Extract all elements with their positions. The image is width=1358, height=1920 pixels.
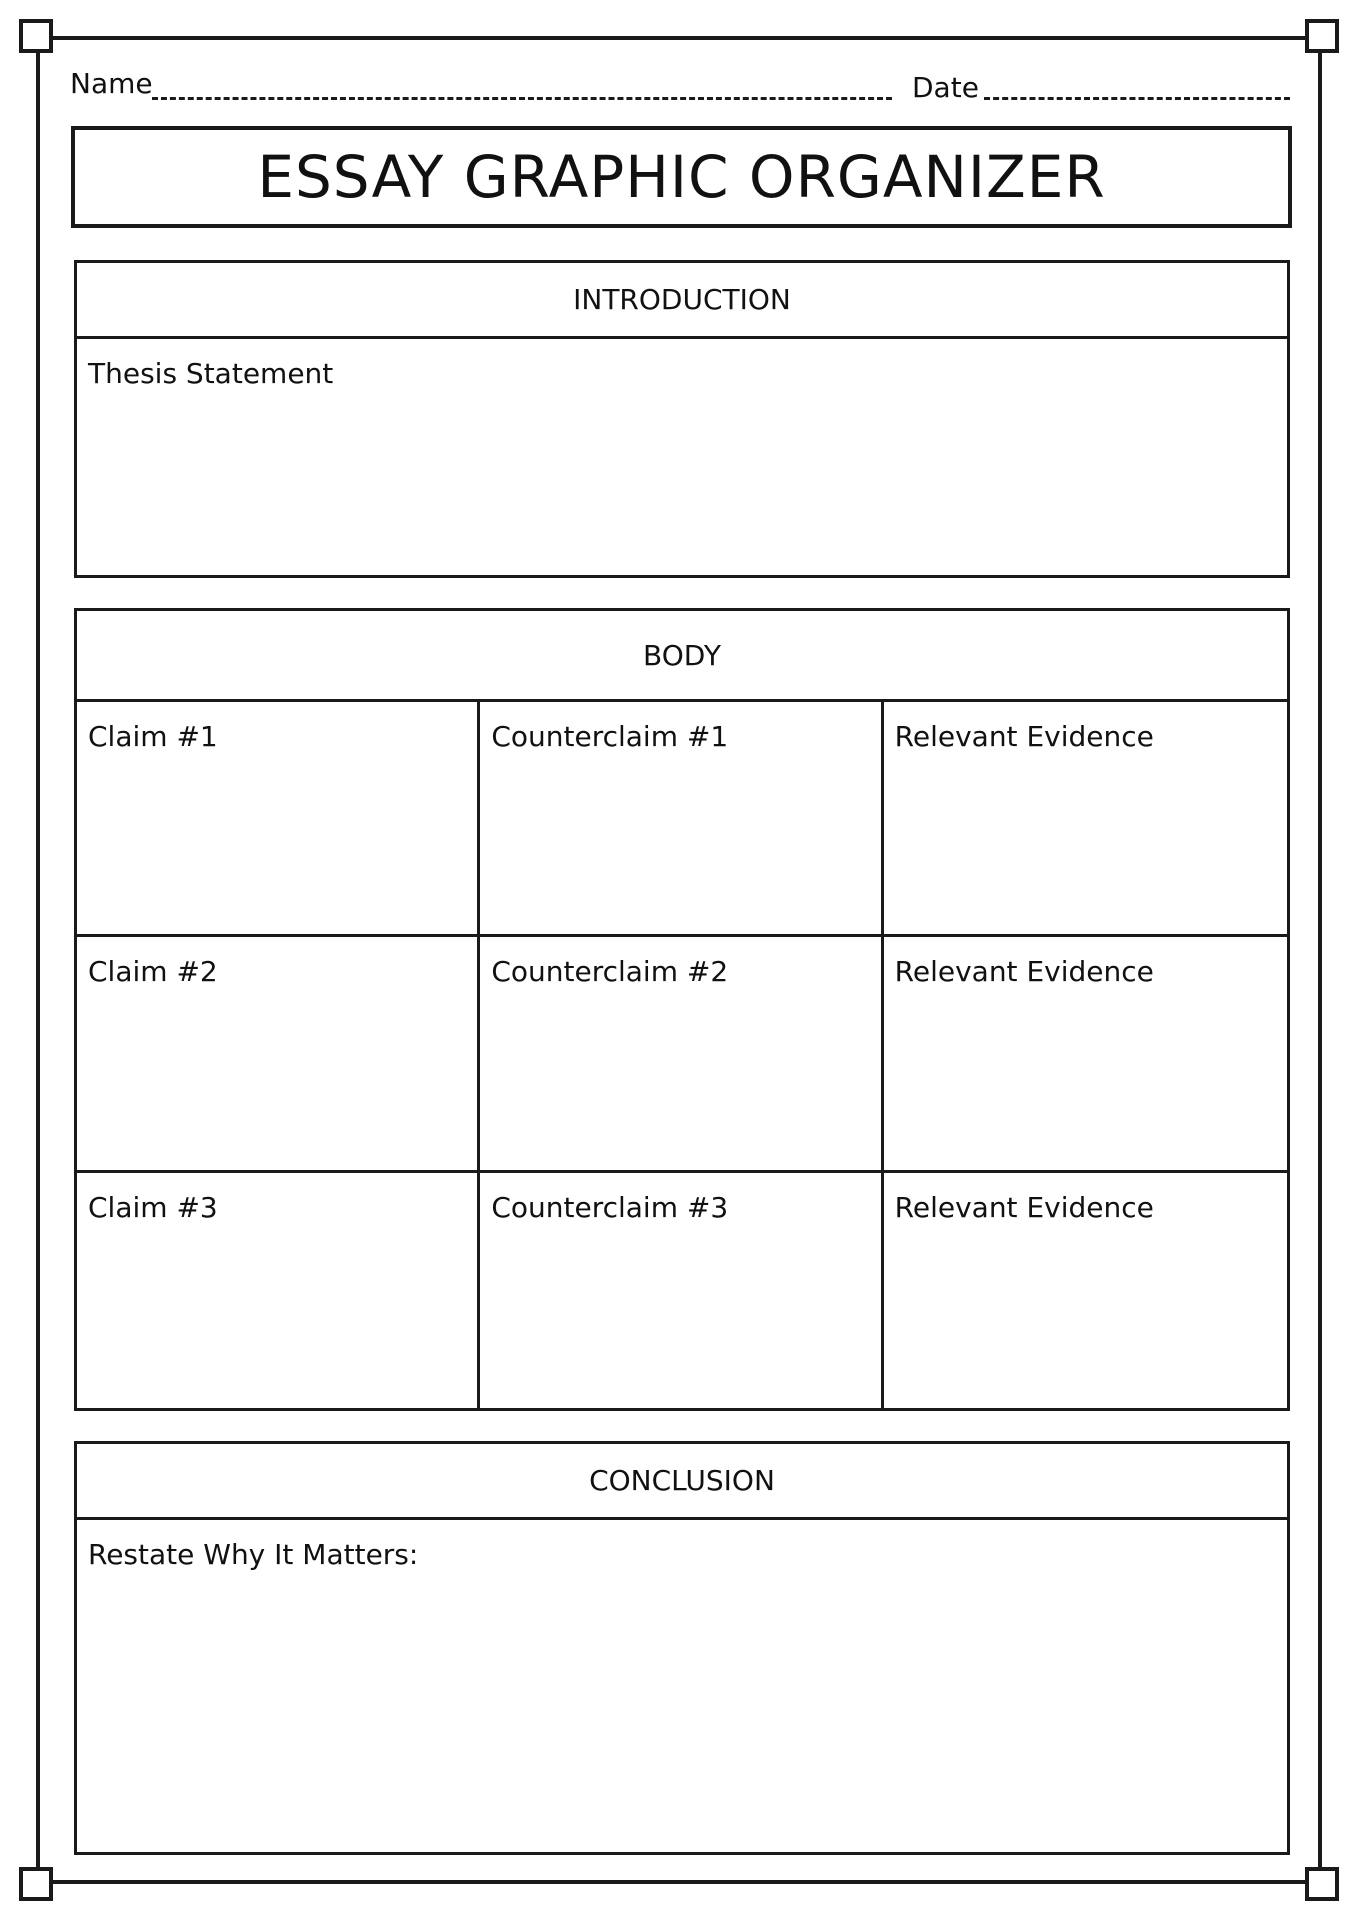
page-title: ESSAY GRAPHIC ORGANIZER (71, 126, 1292, 228)
claim-2-box[interactable]: Claim #2 (77, 937, 480, 1172)
corner-square-top-left (19, 19, 53, 53)
body-grid (77, 702, 1287, 1408)
conclusion-heading: CONCLUSION (77, 1444, 1287, 1520)
conclusion-section (74, 1441, 1290, 1855)
body-section (74, 608, 1290, 1411)
counterclaim-3-box[interactable]: Counterclaim #3 (480, 1173, 883, 1408)
evidence-2-box[interactable]: Relevant Evidence (884, 937, 1287, 1172)
counterclaim-1-box[interactable]: Counterclaim #1 (480, 702, 883, 937)
name-label: Name (70, 67, 153, 100)
thesis-statement-box[interactable]: Thesis Statement (88, 357, 334, 390)
evidence-1-box[interactable]: Relevant Evidence (884, 702, 1287, 937)
introduction-section (74, 260, 1290, 578)
corner-square-bottom-right (1305, 1867, 1339, 1901)
body-heading: BODY (77, 611, 1287, 702)
date-input-line[interactable] (984, 97, 1290, 100)
date-label: Date (912, 71, 979, 104)
counterclaim-2-box[interactable]: Counterclaim #2 (480, 937, 883, 1172)
corner-square-top-right (1305, 19, 1339, 53)
claim-3-box[interactable]: Claim #3 (77, 1173, 480, 1408)
evidence-3-box[interactable]: Relevant Evidence (894, 1190, 1154, 1224)
corner-square-bottom-left (19, 1867, 53, 1901)
name-input-line[interactable] (152, 97, 892, 100)
introduction-heading: INTRODUCTION (77, 263, 1287, 339)
restate-why-it-matters-box[interactable]: Restate Why It Matters: (88, 1538, 419, 1571)
claim-1-box[interactable]: Claim #1 (77, 702, 480, 937)
